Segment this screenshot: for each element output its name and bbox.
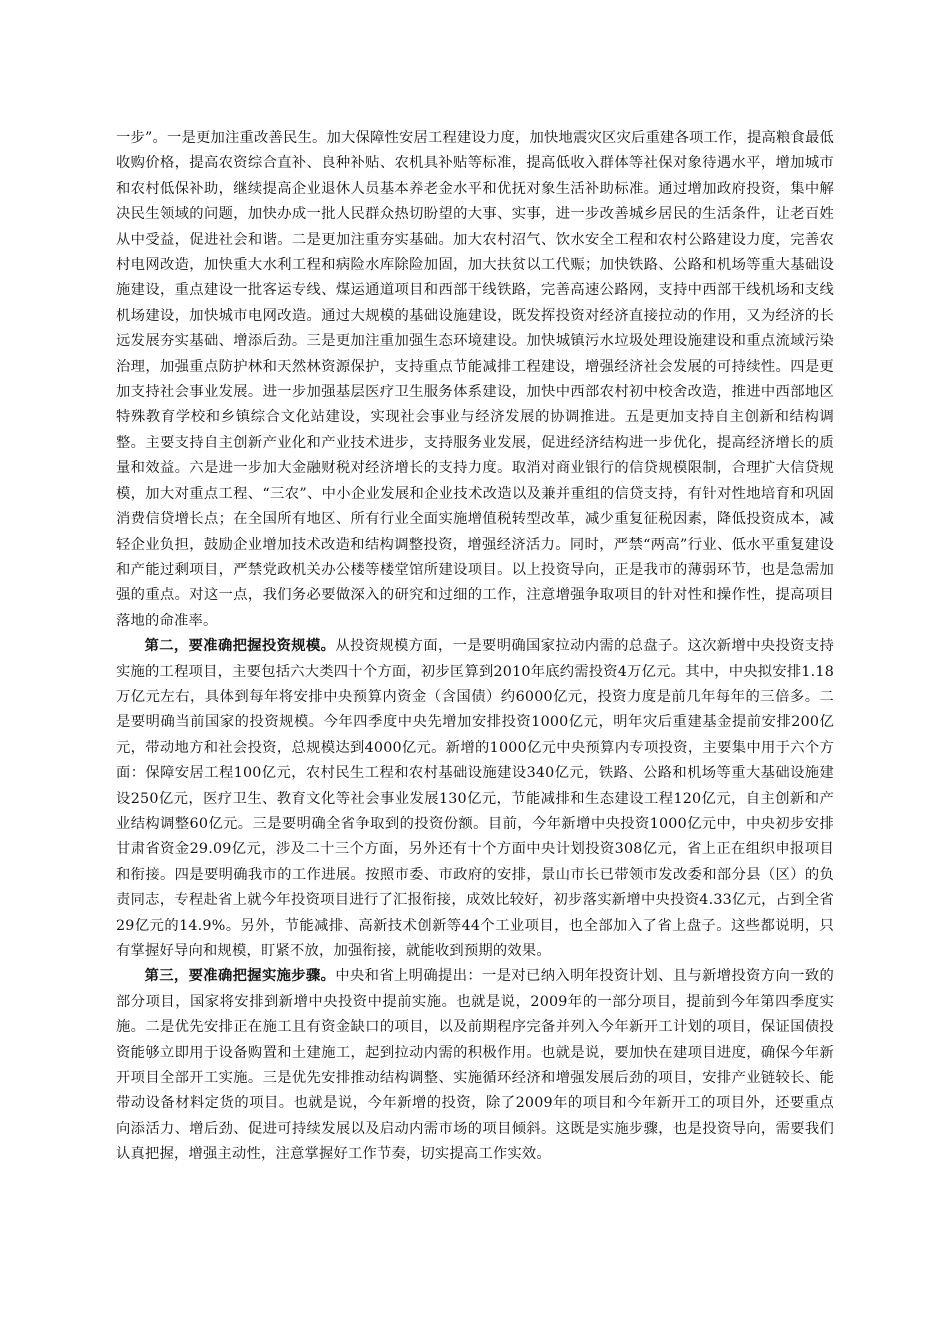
paragraph-1 [116,126,834,634]
paragraph-2 [116,634,834,964]
paragraph-3-text: 中央和省上明确提出：一是对已纳入明年投资计划、且与新增投资方向一致的部分项目，国家将安排到新增中央投资中提前实施。也就是说，2009年的一部分项目，提前到今年第四季度实施。二是优先安排正在施工且有资金缺口的项目，以及前期程序完备并列入今年新开工计划的项目，保证国债投资能够立即用于设备购置和土建施工，起到拉动内需的积极作用。也就是说，要加快在建项目进度，确保今年新开项目全部开工实施。三是优先安排推动结构调整、实施循环经济和增强发展后劲的项目，安排产业链较长、能带动设备材料定货的项目。也就是说，今年新增的投资，除了2009年的项目和今年新开工的项目外，还要重点向添活力、增后劲、促进可持续发展以及启动内需市场的项目倾斜。这既是实施步骤，也是投资导向，需要我们认真把握，增强主动性，注意掌握好工作节奏，切实提高工作实效。 [116,968,834,1163]
paragraph-2-text: 从投资规模方面，一是要明确国家拉动内需的总盘子。这次新增中央投资支持实施的工程项目，主要包括六大类四十个方面，初步匡算到2010年底约需投资4万亿元。其中，中央拟安排1.18万亿元左右，具体到每年将安排中央预算内资金（含国债）约6000亿元，投资力度是前几年每年的三倍多。二是要明确当前国家的投资规模。今年四季度中央先增加安排投资1000亿元，明年灾后重建基金提前安排200亿元，带动地方和社会投资，总规模达到4000亿元。新增的1000亿元中央预算内专项投资，主要集中用于六个方面：保障安居工程100亿元，农村民生工程和农村基础设施建设340亿元，铁路、公路和机场等重大基础设施建设250亿元，医疗卫生、教育文化等社会事业发展130亿元，节能减排和生态建设工程120亿元，自主创新和产业结构调整60亿元。三是要明确全省争取到的投资份额。目前，今年新增中央投资1000亿元中，中央初步安排甘肃省资金29.09亿元，涉及二十三个方面，另外还有十个方面中央计划投资308亿元，省上正在组织申报项目和衔接。四是要明确我市的工作进展。按照市委、市政府的安排，景山市长已带领市发改委和部分县（区）的负责同志，专程赴省上就今年投资项目进行了汇报衔接，成效比较好，初步落实新增中央投资4.33亿元，占到全省29亿元的14.9%。另外，节能减排、高新技术创新等44个工业项目，也全部加入了省上盘子。这些都说明，只有掌握好导向和规模，盯紧不放，加强衔接，就能收到预期的效果。 [116,638,834,959]
paragraph-3 [116,964,834,1167]
paragraph-1-text: 一步”。一是更加注重改善民生。加大保障性安居工程建设力度，加快地震灾区灾后重建各项工作，提高粮食最低收购价格，提高农资综合直补、良种补贴、农机具补贴等标准，提高低收入群体等社保对象待遇水平，增加城市和农村低保补助，继续提高企业退休人员基本养老金水平和优抚对象生活补助标准。通过增加政府投资，集中解决民生领域的问题，加快办成一批人民群众热切盼望的大事、实事，进一步改善城乡居民的生活条件，让老百姓从中受益，促进社会和谐。二是更加注重夯实基础。加大农村沼气、饮水安全工程和农村公路建设力度，完善农村电网改造，加快重大水利工程和病险水库除险加固，加大扶贫以工代赈；加快铁路、公路和机场等重大基础设施建设，重点建设一批客运专线、煤运通道项目和西部干线铁路，完善高速公路网，支持中西部干线机场和支线机场建设，加快城市电网改造。通过大规模的基础设施建设，既发挥投资对经济直接拉动的作用，又为经济的长远发展夯实基础、增添后劲。三是更加注重加强生态环境建设。加快城镇污水垃圾处理设施建设和重点流域污染治理，加强重点防护林和天然林资源保护，支持重点节能减排工程建设，增强经济社会发展的可持续性。四是更加支持社会事业发展。进一步加强基层医疗卫生服务体系建设，加快中西部农村初中校舍改造，推进中西部地区特殊教育学校和乡镇综合文化站建设，实现社会事业与经济发展的协调推进。五是更加支持自主创新和结构调整。主要支持自主创新产业化和产业技术进步，支持服务业发展，促进经济结构进一步优化，提高经济增长的质量和效益。六是进一步加大金融财税对经济增长的支持力度。取消对商业银行的信贷规模限制，合理扩大信贷规模，加大对重点工程、“三农”、中小企业发展和企业技术改造以及兼并重组的信贷支持，有针对性地培育和巩固消费信贷增长点；在全国所有地区、所有行业全面实施增值税转型改革，减少重复征税因素，降低投资成本，减轻企业负担，鼓励企业增加技术改造和结构调整投资，增强经济活力。同时，严禁“两高”行业、低水平重复建设和产能过剩项目，严禁党政机关办公楼等楼堂馆所建设项目。以上投资导向，正是我市的薄弱环节，也是急需加强的重点。对这一点，我们务必要做深入的研究和过细的工作，注意增强争取项目的针对性和操作性，提高项目落地的命准率。 [116,130,834,629]
document-page [116,126,834,1168]
paragraph-3-heading: 第三，要准确把握实施步骤。 [144,968,336,985]
paragraph-2-heading: 第二，要准确把握投资规模。 [144,638,336,655]
